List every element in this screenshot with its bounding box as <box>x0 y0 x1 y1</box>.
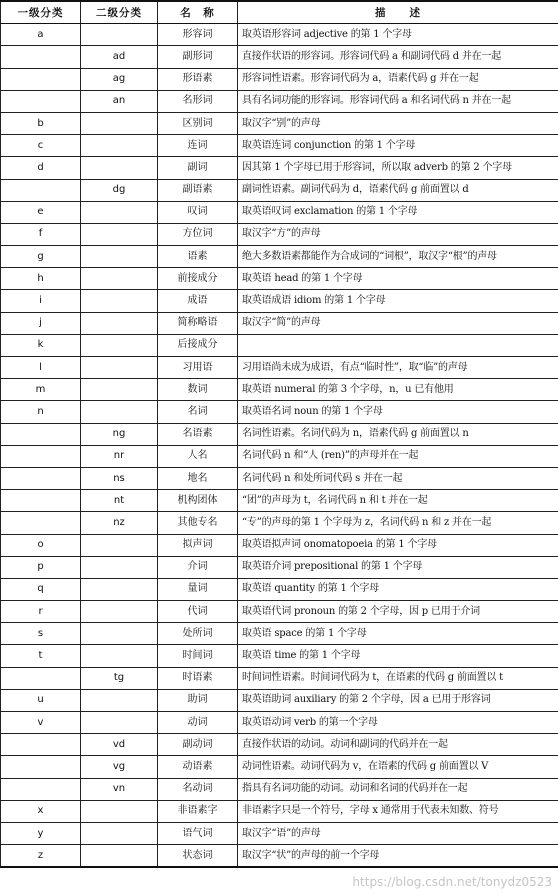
name-cell: 叹词 <box>158 201 238 223</box>
level1-cell <box>1 490 81 512</box>
header-level2: 二级分类 <box>81 1 158 24</box>
description-cell: 取英语助词 auxiliary 的第 2 个字母，因 a 已用于形容词 <box>238 689 558 711</box>
name-cell: 形容词 <box>158 24 238 46</box>
description-cell: 名词代码 n 和“人 (ren)”的声母并在一起 <box>238 445 558 467</box>
level2-cell: vg <box>81 756 158 778</box>
description-cell: 取汉字“别”的声母 <box>238 112 558 134</box>
name-cell: 非语素字 <box>158 800 238 822</box>
description-cell: 取英语介词 prepositional 的第 1 个字母 <box>238 556 558 578</box>
level2-cell <box>81 357 158 379</box>
description-cell: 非语素字只是一个符号，字母 x 通常用于代表未知数、符号 <box>238 800 558 822</box>
level1-cell: h <box>1 268 81 290</box>
table-row <box>1 645 558 667</box>
name-cell: 人名 <box>158 445 238 467</box>
level1-cell <box>1 467 81 489</box>
level2-cell: tg <box>81 667 158 689</box>
level1-cell <box>1 734 81 756</box>
header-level1: 一级分类 <box>1 1 81 24</box>
level1-cell <box>1 423 81 445</box>
level2-cell <box>81 689 158 711</box>
table-row <box>1 845 558 868</box>
level1-cell: f <box>1 223 81 245</box>
level1-cell: k <box>1 334 81 356</box>
name-cell: 形语素 <box>158 68 238 90</box>
level2-cell <box>81 534 158 556</box>
name-cell: 地名 <box>158 467 238 489</box>
level1-cell: n <box>1 401 81 423</box>
description-cell: 取英语 head 的第 1 个字母 <box>238 268 558 290</box>
description-cell: 取汉字“状”的声母的前一个字母 <box>238 845 558 868</box>
table-row <box>1 157 558 179</box>
table-row <box>1 667 558 689</box>
level1-cell: z <box>1 845 81 868</box>
description-cell: 绝大多数语素都能作为合成词的“词根”，取汉字“根”的声母 <box>238 246 558 268</box>
level2-cell <box>81 24 158 46</box>
table-row <box>1 556 558 578</box>
description-cell: 取英语形容词 adjective 的第 1 个字母 <box>238 24 558 46</box>
level1-cell <box>1 90 81 112</box>
description-cell: 取英语叹词 exclamation 的第 1 个字母 <box>238 201 558 223</box>
table-row <box>1 246 558 268</box>
level2-cell <box>81 312 158 334</box>
level1-cell: e <box>1 201 81 223</box>
level2-cell: vd <box>81 734 158 756</box>
table-row <box>1 135 558 157</box>
table-header-row <box>1 1 558 24</box>
level1-cell <box>1 68 81 90</box>
name-cell: 状态词 <box>158 845 238 868</box>
level1-cell: l <box>1 357 81 379</box>
description-cell: 取汉字“简”的声母 <box>238 312 558 334</box>
level2-cell: nt <box>81 490 158 512</box>
description-cell: 取英语 quantity 的第 1 个字母 <box>238 578 558 600</box>
name-cell: 名形词 <box>158 90 238 112</box>
description-cell: 时间词性语素。时间词代码为 t，在语素的代码 g 前面置以 t <box>238 667 558 689</box>
level2-cell <box>81 379 158 401</box>
description-cell: 取汉字“方”的声母 <box>238 223 558 245</box>
name-cell: 数词 <box>158 379 238 401</box>
level2-cell <box>81 623 158 645</box>
name-cell: 处所词 <box>158 623 238 645</box>
level2-cell <box>81 601 158 623</box>
level1-cell <box>1 179 81 201</box>
level2-cell: ad <box>81 46 158 68</box>
level2-cell <box>81 246 158 268</box>
description-cell: “团”的声母为 t，名词代码 n 和 t 并在一起 <box>238 490 558 512</box>
table-row <box>1 357 558 379</box>
table-row <box>1 112 558 134</box>
level2-cell: nz <box>81 512 158 534</box>
description-cell: 习用语尚未成为成语，有点“临时性”，取“临”的声母 <box>238 357 558 379</box>
level1-cell: a <box>1 24 81 46</box>
description-cell: 动词性语素。动词代码为 v，在语素的代码 g 前面置以 V <box>238 756 558 778</box>
level2-cell <box>81 401 158 423</box>
description-cell: 取英语拟声词 onomatopoeia 的第 1 个字母 <box>238 534 558 556</box>
table-row <box>1 334 558 356</box>
name-cell: 习用语 <box>158 357 238 379</box>
table-row <box>1 401 558 423</box>
level2-cell <box>81 201 158 223</box>
level1-cell <box>1 445 81 467</box>
level2-cell: an <box>81 90 158 112</box>
table-row <box>1 312 558 334</box>
name-cell: 时间词 <box>158 645 238 667</box>
level1-cell: b <box>1 112 81 134</box>
level2-cell <box>81 822 158 844</box>
table-row <box>1 822 558 844</box>
name-cell: 名词 <box>158 401 238 423</box>
level2-cell <box>81 800 158 822</box>
level2-cell <box>81 578 158 600</box>
table-row <box>1 223 558 245</box>
level1-cell: t <box>1 645 81 667</box>
description-cell: 取英语连词 conjunction 的第 1 个字母 <box>238 135 558 157</box>
description-cell: 取英语 numeral 的第 3 个字母，n，u 已有他用 <box>238 379 558 401</box>
description-cell: 指具有名词功能的动词。动词和名词的代码并在一起 <box>238 778 558 800</box>
description-cell: 取汉字“语”的声母 <box>238 822 558 844</box>
level1-cell: u <box>1 689 81 711</box>
description-cell: 取英语 time 的第 1 个字母 <box>238 645 558 667</box>
name-cell: 量词 <box>158 578 238 600</box>
level1-cell <box>1 667 81 689</box>
table-row <box>1 800 558 822</box>
description-cell: 直接作状语的动词。动词和副词的代码并在一起 <box>238 734 558 756</box>
level2-cell <box>81 268 158 290</box>
level2-cell <box>81 135 158 157</box>
name-cell: 名语素 <box>158 423 238 445</box>
description-cell: 形容词性语素。形容词代码为 a，语素代码 g 并在一起 <box>238 68 558 90</box>
description-cell: 名词代码 n 和处所词代码 s 并在一起 <box>238 467 558 489</box>
name-cell: 代词 <box>158 601 238 623</box>
description-cell: 直接作状语的形容词。形容词代码 a 和副词代码 d 并在一起 <box>238 46 558 68</box>
table-row <box>1 712 558 734</box>
name-cell: 其他专名 <box>158 512 238 534</box>
table-row <box>1 623 558 645</box>
table-row <box>1 290 558 312</box>
description-cell: 副词性语素。副词代码为 d，语素代码 g 前面置以 d <box>238 179 558 201</box>
name-cell: 成语 <box>158 290 238 312</box>
description-cell: 取英语 space 的第 1 个字母 <box>238 623 558 645</box>
description-cell: 取英语成语 idiom 的第 1 个字母 <box>238 290 558 312</box>
table-body <box>1 24 558 868</box>
name-cell: 区别词 <box>158 112 238 134</box>
level1-cell: s <box>1 623 81 645</box>
description-cell: 取英语动词 verb 的第一个字母 <box>238 712 558 734</box>
description-cell: 因其第 1 个字母已用于形容词，所以取 adverb 的第 2 个字母 <box>238 157 558 179</box>
watermark: https://blog.csdn.net/tonydz0523 <box>352 875 552 889</box>
name-cell: 副词 <box>158 157 238 179</box>
table-row <box>1 179 558 201</box>
name-cell: 简称略语 <box>158 312 238 334</box>
level2-cell <box>81 112 158 134</box>
name-cell: 拟声词 <box>158 534 238 556</box>
table-row <box>1 445 558 467</box>
level2-cell <box>81 556 158 578</box>
name-cell: 副形词 <box>158 46 238 68</box>
name-cell: 前接成分 <box>158 268 238 290</box>
level1-cell: v <box>1 712 81 734</box>
name-cell: 时语素 <box>158 667 238 689</box>
name-cell: 连词 <box>158 135 238 157</box>
level1-cell: m <box>1 379 81 401</box>
name-cell: 方位词 <box>158 223 238 245</box>
description-cell: 名词性语素。名词代码为 n，语素代码 g 前面置以 n <box>238 423 558 445</box>
table-row <box>1 490 558 512</box>
table-row <box>1 24 558 46</box>
level2-cell: ng <box>81 423 158 445</box>
table-row <box>1 268 558 290</box>
table-row <box>1 423 558 445</box>
name-cell: 介词 <box>158 556 238 578</box>
level1-cell: i <box>1 290 81 312</box>
table-row <box>1 534 558 556</box>
level1-cell: o <box>1 534 81 556</box>
table-row <box>1 90 558 112</box>
level1-cell: d <box>1 157 81 179</box>
level1-cell <box>1 756 81 778</box>
table-row <box>1 756 558 778</box>
level1-cell <box>1 778 81 800</box>
name-cell: 动语素 <box>158 756 238 778</box>
description-cell: 具有名词功能的形容词。形容词代码 a 和名词代码 n 并在一起 <box>238 90 558 112</box>
level2-cell <box>81 845 158 868</box>
level1-cell: x <box>1 800 81 822</box>
name-cell: 语气词 <box>158 822 238 844</box>
level2-cell <box>81 223 158 245</box>
table-row <box>1 689 558 711</box>
description-cell: 取英语代词 pronoun 的第 2 个字母，因 p 已用于介词 <box>238 601 558 623</box>
table-row <box>1 778 558 800</box>
name-cell: 助词 <box>158 689 238 711</box>
header-name: 名 称 <box>158 1 238 24</box>
table-row <box>1 379 558 401</box>
level2-cell <box>81 712 158 734</box>
level1-cell: y <box>1 822 81 844</box>
name-cell: 副动词 <box>158 734 238 756</box>
table-row <box>1 601 558 623</box>
level2-cell <box>81 334 158 356</box>
level1-cell <box>1 46 81 68</box>
level1-cell <box>1 512 81 534</box>
table-row <box>1 734 558 756</box>
level2-cell <box>81 157 158 179</box>
name-cell: 副语素 <box>158 179 238 201</box>
level2-cell: vn <box>81 778 158 800</box>
level2-cell: ag <box>81 68 158 90</box>
table-row <box>1 46 558 68</box>
name-cell: 语素 <box>158 246 238 268</box>
description-cell: 取英语名词 noun 的第 1 个字母 <box>238 401 558 423</box>
level2-cell <box>81 290 158 312</box>
header-description: 描 述 <box>238 1 558 24</box>
table-row <box>1 467 558 489</box>
name-cell: 后接成分 <box>158 334 238 356</box>
name-cell: 机构团体 <box>158 490 238 512</box>
level1-cell: g <box>1 246 81 268</box>
table-row <box>1 201 558 223</box>
name-cell: 名动词 <box>158 778 238 800</box>
level2-cell <box>81 645 158 667</box>
level1-cell: c <box>1 135 81 157</box>
level1-cell: p <box>1 556 81 578</box>
name-cell: 动词 <box>158 712 238 734</box>
description-cell: “专”的声母的第 1 个字母为 z，名词代码 n 和 z 并在一起 <box>238 512 558 534</box>
table-row <box>1 512 558 534</box>
level2-cell: dg <box>81 179 158 201</box>
description-cell <box>238 334 558 356</box>
level2-cell: ns <box>81 467 158 489</box>
level1-cell: j <box>1 312 81 334</box>
level1-cell: r <box>1 601 81 623</box>
level2-cell: nr <box>81 445 158 467</box>
table-row <box>1 68 558 90</box>
level1-cell: q <box>1 578 81 600</box>
table-row <box>1 578 558 600</box>
